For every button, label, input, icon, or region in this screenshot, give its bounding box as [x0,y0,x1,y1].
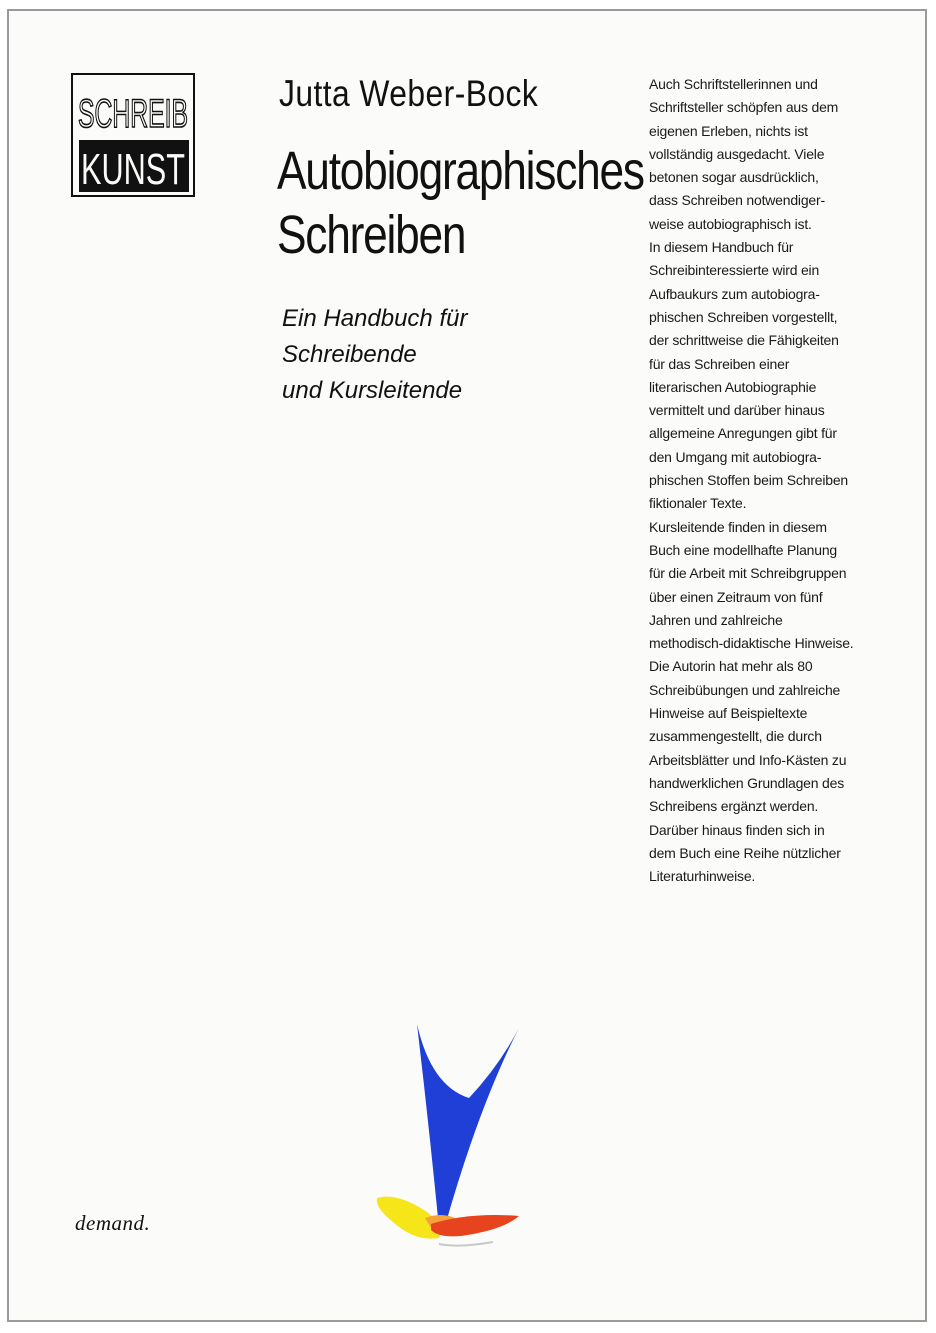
blurb-line: Schreibinteressierte wird ein [649,262,820,279]
blurb-line: für das Schreiben einer [649,355,790,372]
blurb-line: methodisch-didaktische Hinweise. [649,635,854,652]
subtitle-line-2: Schreibende [282,341,417,368]
blurb-line: über einen Zeitraum von fünf [649,588,823,605]
author-name: Jutta Weber-Bock [279,73,539,114]
blurb-line: Arbeitsblätter und Info-Kästen zu [649,751,847,768]
blurb-line: Schreibübungen und zahlreiche [649,681,841,698]
blurb-line: Kursleitende finden in diesem [649,518,827,535]
blurb-line: Schriftsteller schöpfen aus dem [649,99,839,116]
book-title [277,139,644,267]
publisher-logo: demand. [75,1211,151,1235]
blurb-line: weise autobiographisch ist. [649,215,812,232]
blurb-line: dass Schreiben notwendiger- [649,192,825,209]
blurb-line: literarischen Autobiographie [649,378,817,395]
blurb-line: Die Autorin hat mehr als 80 [649,658,813,675]
blurb-line: betonen sogar ausdrücklich, [649,169,819,186]
schreibkunst-series-logo [71,73,195,197]
subtitle-line-3: und Kursleitende [282,377,463,404]
book-cover [7,9,927,1322]
blurb-line: zusammengestellt, die durch [649,728,822,745]
blurb-line: Aufbaukurs zum autobiogra- [649,285,820,302]
blurb-line: Hinweise auf Beispieltexte [649,705,808,722]
logo-text-schreib: SCHREIB [78,92,188,136]
blue-v-shape [417,1024,519,1228]
blurb-line: den Umgang mit autobiogra- [649,448,822,465]
blurb-line: Buch eine modellhafte Planung [649,541,838,558]
blurb-line: phischen Schreiben vorgestellt, [649,308,838,325]
blurb-text [649,73,909,888]
blurb-line: In diesem Handbuch für [649,239,794,256]
blurb-line: fiktionaler Texte. [649,495,747,512]
subtitle-line-1: Ein Handbuch für [282,305,468,332]
blurb-line: Schreibens ergänzt werden. [649,798,819,815]
blurb-line: phischen Stoffen beim Schreiben [649,472,849,489]
blurb-line: Darüber hinaus finden sich in [649,821,825,838]
blurb-line: Jahren und zahlreiche [649,611,783,628]
blurb-line: Literaturhinweise. [649,868,756,885]
blurb-line: allgemeine Anregungen gibt für [649,425,837,442]
abstract-mobile-illustration [369,1016,549,1256]
blurb-line: der schrittweise die Fähigkeiten [649,332,839,349]
logo-text-kunst: KUNST [81,145,185,194]
grey-shadow-stroke [439,1242,493,1246]
blurb-line: vollständig ausgedacht. Viele [649,145,825,162]
book-subtitle [282,301,467,409]
blurb-line: eigenen Erleben, nichts ist [649,122,808,139]
title-line-1: Autobiographisches [277,141,644,201]
blurb-line: dem Buch eine Reihe nützlicher [649,844,841,861]
blurb-line: Auch Schriftstellerinnen und [649,76,818,92]
blurb-line: handwerklichen Grundlagen des [649,774,844,791]
title-line-2: Schreiben [277,205,466,265]
blurb-line: für die Arbeit mit Schreibgruppen [649,565,847,582]
blurb-line: vermittelt und darüber hinaus [649,402,825,419]
